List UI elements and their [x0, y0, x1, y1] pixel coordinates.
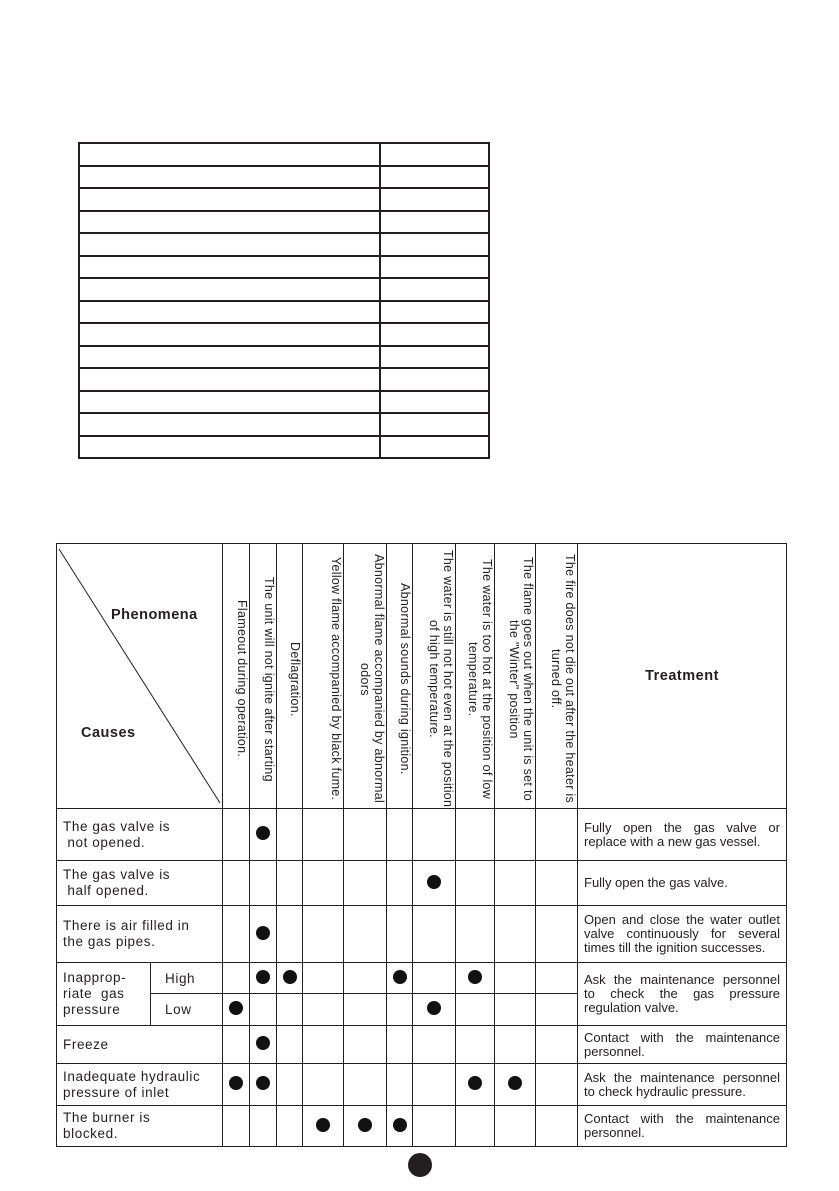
phenomenon-header: The flame goes out when the unit is set to the "Winter" position — [495, 544, 536, 809]
blank-cell — [380, 143, 489, 166]
blank-cell — [79, 166, 380, 189]
diagonal-divider — [57, 547, 222, 805]
mark-dot — [316, 1118, 330, 1132]
blank-row — [79, 436, 489, 459]
mark-cell — [223, 809, 250, 861]
phenomenon-header: The fire does not die out after the heater is turned off. — [536, 544, 578, 809]
phenomenon-header: Yellow flame accompanied by black fume. — [303, 544, 344, 809]
mark-cell — [250, 861, 277, 906]
mark-cell — [250, 906, 277, 963]
mark-cell — [387, 861, 413, 906]
mark-cell — [413, 906, 456, 963]
mark-cell — [456, 963, 495, 994]
blank-cell — [79, 143, 380, 166]
phenomenon-header: Abnormal flame accompanied by abnormal odors — [344, 544, 387, 809]
mark-cell — [277, 963, 303, 994]
phenomenon-header: Deflagration. — [277, 544, 303, 809]
mark-cell — [303, 1106, 344, 1147]
mark-dot — [393, 1118, 407, 1132]
mark-dot — [358, 1118, 372, 1132]
mark-cell — [344, 963, 387, 994]
mark-dot — [256, 970, 270, 984]
mark-cell — [250, 963, 277, 994]
blank-cell — [79, 346, 380, 369]
blank-cell — [79, 436, 380, 459]
treatment-cell: Ask the maintenance personnel to check the gas pressure regulation valve. — [578, 963, 787, 1026]
mark-cell — [250, 1106, 277, 1147]
mark-cell — [223, 994, 250, 1026]
troubleshooting-table — [56, 543, 787, 1147]
treatment-cell: Open and close the water outlet valve continuously for several times till the ignition successes. — [578, 906, 787, 963]
mark-dot — [256, 1036, 270, 1050]
blank-cell — [79, 323, 380, 346]
mark-cell — [495, 994, 536, 1026]
mark-cell — [223, 963, 250, 994]
phenomenon-header: Abnormal sounds during ignition. — [387, 544, 413, 809]
table-row — [57, 861, 787, 906]
mark-cell — [387, 1106, 413, 1147]
phenomenon-header: The unit will not ignite after starting — [250, 544, 277, 809]
mark-cell — [223, 906, 250, 963]
mark-cell — [223, 1026, 250, 1064]
blank-row — [79, 323, 489, 346]
corner-cell — [57, 544, 223, 809]
mark-cell — [250, 994, 277, 1026]
phenomena-label: Phenomena — [111, 607, 198, 623]
mark-cell — [456, 994, 495, 1026]
blank-cell — [380, 301, 489, 324]
mark-cell — [456, 861, 495, 906]
mark-cell — [495, 861, 536, 906]
blank-row — [79, 413, 489, 436]
blank-row — [79, 166, 489, 189]
mark-cell — [387, 1026, 413, 1064]
mark-cell — [536, 906, 578, 963]
pressure-level-cell: High — [151, 963, 223, 994]
blank-cell — [380, 166, 489, 189]
mark-cell — [387, 1064, 413, 1106]
mark-cell — [223, 861, 250, 906]
cause-cell: Freeze — [57, 1026, 223, 1064]
page-marker — [408, 1153, 432, 1177]
blank-row — [79, 256, 489, 279]
blank-cell — [380, 188, 489, 211]
mark-cell — [277, 861, 303, 906]
cause-cell: The burner is blocked. — [57, 1106, 223, 1147]
blank-cell — [79, 256, 380, 279]
blank-cell — [380, 256, 489, 279]
blank-cell — [380, 278, 489, 301]
mark-dot — [283, 970, 297, 984]
blank-cell — [79, 368, 380, 391]
mark-cell — [495, 906, 536, 963]
mark-cell — [344, 1106, 387, 1147]
blank-cell — [380, 391, 489, 414]
treatment-cell: Contact with the maintenance personnel. — [578, 1026, 787, 1064]
phenomenon-header: The water is still not hot even at the position of high temperature. — [413, 544, 456, 809]
blank-row — [79, 391, 489, 414]
mark-dot — [229, 1001, 243, 1015]
mark-cell — [277, 1106, 303, 1147]
cause-cell: The gas valve is half opened. — [57, 861, 223, 906]
mark-cell — [344, 861, 387, 906]
table-row — [57, 1106, 787, 1147]
mark-cell — [387, 809, 413, 861]
mark-cell — [495, 963, 536, 994]
mark-cell — [303, 906, 344, 963]
mark-cell — [277, 1064, 303, 1106]
mark-dot — [256, 926, 270, 940]
mark-dot — [468, 970, 482, 984]
mark-cell — [387, 963, 413, 994]
phenomenon-header: Flameout during operation. — [223, 544, 250, 809]
mark-dot — [229, 1076, 243, 1090]
blank-table — [78, 142, 490, 459]
mark-cell — [536, 1026, 578, 1064]
table-row — [57, 1064, 787, 1106]
blank-cell — [79, 391, 380, 414]
mark-cell — [303, 861, 344, 906]
blank-cell — [380, 436, 489, 459]
mark-cell — [344, 906, 387, 963]
mark-cell — [536, 994, 578, 1026]
treatment-cell: Contact with the maintenance personnel. — [578, 1106, 787, 1147]
pressure-level-cell: Low — [151, 994, 223, 1026]
blank-row — [79, 346, 489, 369]
blank-cell — [380, 413, 489, 436]
mark-cell — [536, 809, 578, 861]
blank-row — [79, 301, 489, 324]
mark-cell — [344, 994, 387, 1026]
blank-cell — [79, 188, 380, 211]
mark-cell — [495, 1064, 536, 1106]
blank-row — [79, 188, 489, 211]
mark-cell — [277, 1026, 303, 1064]
table-row — [57, 1026, 787, 1064]
mark-cell — [456, 1026, 495, 1064]
mark-dot — [508, 1076, 522, 1090]
cause-cell: There is air filled in the gas pipes. — [57, 906, 223, 963]
mark-cell — [456, 809, 495, 861]
mark-dot — [256, 826, 270, 840]
mark-cell — [250, 1026, 277, 1064]
blank-cell — [380, 346, 489, 369]
mark-cell — [344, 1064, 387, 1106]
blank-cell — [79, 278, 380, 301]
table-row — [57, 906, 787, 963]
mark-dot — [393, 970, 407, 984]
mark-cell — [303, 809, 344, 861]
blank-row — [79, 211, 489, 234]
blank-cell — [79, 233, 380, 256]
mark-cell — [413, 1106, 456, 1147]
cause-cell: The gas valve is not opened. — [57, 809, 223, 861]
mark-cell — [303, 1026, 344, 1064]
blank-cell — [380, 368, 489, 391]
mark-cell — [536, 1106, 578, 1147]
mark-cell — [303, 963, 344, 994]
mark-cell — [536, 1064, 578, 1106]
mark-cell — [223, 1106, 250, 1147]
mark-cell — [303, 1064, 344, 1106]
mark-cell — [303, 994, 344, 1026]
mark-dot — [256, 1076, 270, 1090]
treatment-header: Treatment — [578, 544, 787, 809]
causes-label: Causes — [81, 725, 136, 741]
blank-row — [79, 233, 489, 256]
mark-cell — [277, 994, 303, 1026]
blank-row — [79, 368, 489, 391]
mark-cell — [495, 1026, 536, 1064]
blank-cell — [380, 233, 489, 256]
mark-dot — [427, 1001, 441, 1015]
mark-cell — [495, 1106, 536, 1147]
table-row — [57, 963, 787, 994]
blank-row — [79, 278, 489, 301]
mark-cell — [495, 809, 536, 861]
treatment-cell: Fully open the gas valve. — [578, 861, 787, 906]
mark-dot — [468, 1076, 482, 1090]
cause-cell: Inapprop- riate gas pressure — [57, 963, 151, 1026]
mark-cell — [277, 809, 303, 861]
blank-cell — [79, 211, 380, 234]
mark-cell — [536, 861, 578, 906]
treatment-cell: Ask the maintenance personnel to check hydraulic pressure. — [578, 1064, 787, 1106]
mark-cell — [223, 1064, 250, 1106]
blank-row — [79, 143, 489, 166]
mark-cell — [413, 809, 456, 861]
mark-dot — [427, 875, 441, 889]
mark-cell — [413, 994, 456, 1026]
mark-cell — [413, 1064, 456, 1106]
mark-cell — [387, 906, 413, 963]
cause-cell: Inadequate hydraulic pressure of inlet — [57, 1064, 223, 1106]
mark-cell — [344, 809, 387, 861]
blank-cell — [380, 211, 489, 234]
mark-cell — [413, 861, 456, 906]
mark-cell — [456, 1064, 495, 1106]
blank-cell — [79, 413, 380, 436]
mark-cell — [413, 963, 456, 994]
mark-cell — [456, 906, 495, 963]
table-row — [57, 809, 787, 861]
treatment-cell: Fully open the gas valve or replace with a new gas vessel. — [578, 809, 787, 861]
mark-cell — [344, 1026, 387, 1064]
mark-cell — [250, 809, 277, 861]
mark-cell — [387, 994, 413, 1026]
mark-cell — [536, 963, 578, 994]
phenomenon-header: The water is too hot at the position of low temperature. — [456, 544, 495, 809]
mark-cell — [456, 1106, 495, 1147]
header-row — [57, 544, 787, 809]
blank-cell — [79, 301, 380, 324]
mark-cell — [250, 1064, 277, 1106]
mark-cell — [277, 906, 303, 963]
mark-cell — [413, 1026, 456, 1064]
blank-cell — [380, 323, 489, 346]
